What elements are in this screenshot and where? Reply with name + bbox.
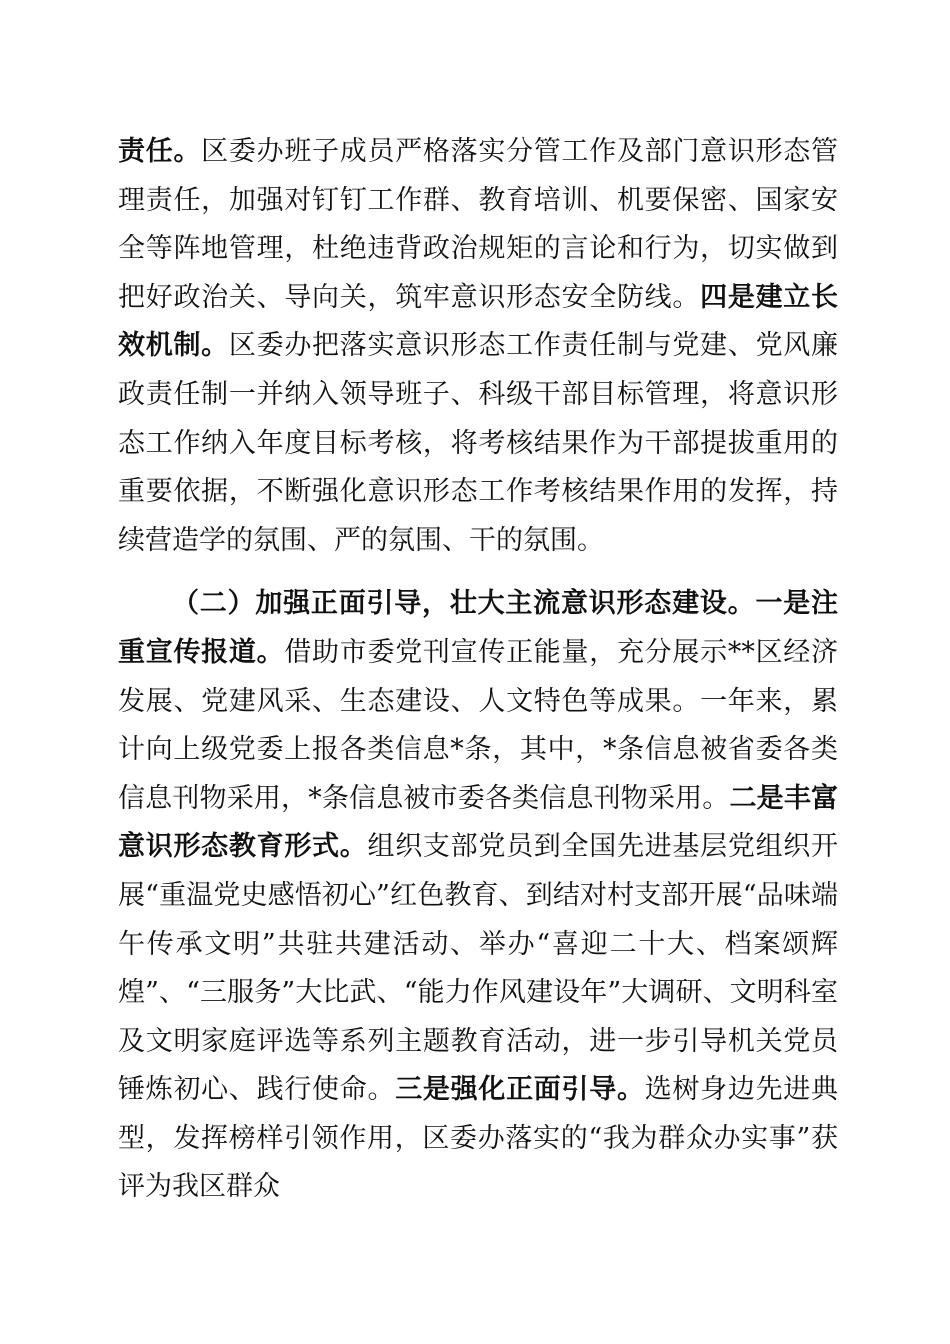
point-four-text: 区委办把落实意识形态工作责任制与党建、党风廉政责任制一并纳入领导班子、科级干部目标管理，将意识形态工作纳入年度目标考核，将考核结果作为干部提拔重用的重要依据，不断强化意识形态工作考核结果作用的发挥，持续营造学的氛围、严的氛围、干的氛围。 xyxy=(118,330,839,556)
point-two-title: 二是丰富意识形态教育形式。 xyxy=(118,782,839,863)
paragraph-lead-bold: 责任。 xyxy=(118,136,202,167)
point-three-text: 选树身边先进典型，发挥榜样引领作用，区委办落实的“我为群众办实事”获评为我区群众 xyxy=(118,1074,839,1203)
paragraph-responsibility xyxy=(118,128,838,565)
point-one-text: 借助市委党刊宣传正能量，充分展示**区经济发展、党建风采、生态建设、人文特色等成果。一年来，累计向上级党委上报各类信息*条，其中，*条信息被省委各类信息刊物采用，*条信息被市委各类信息刊物采用。 xyxy=(118,636,839,814)
paragraph-positive-guidance xyxy=(118,580,838,1212)
document-body xyxy=(118,128,838,1212)
point-four-title: 四是建立长效机制。 xyxy=(118,281,839,362)
point-three-title: 三是强化正面引导。 xyxy=(395,1074,645,1106)
section-heading: （二）加强正面引导，壮大主流意识形态建设。 xyxy=(172,588,756,620)
point-one-title: 一是注重宣传报道。 xyxy=(118,588,839,668)
point-two-text: 组织支部党员到全国先进基层党组织开展“重温党史感悟初心”红色教育、到结对村支部开展“品味端午传承文明”共驻共建活动、举办“喜迎二十大、档案颂辉煌”、“三服务”大比武、“能力作风建设年”大调研、文明科室及文明家庭评选等系列主题教育活动，进一步引导机关党员锤炼初心、践行使命。 xyxy=(118,831,839,1106)
paragraph-gap xyxy=(118,565,838,580)
paragraph-text: 区委办班子成员严格落实分管工作及部门意识形态管理责任，加强对钉钉工作群、教育培训、机要保密、国家安全等阵地管理，杜绝违背政治规矩的言论和行为，切实做到把好政治关、导向关，筑牢意识形态安全防线。 xyxy=(118,136,839,313)
